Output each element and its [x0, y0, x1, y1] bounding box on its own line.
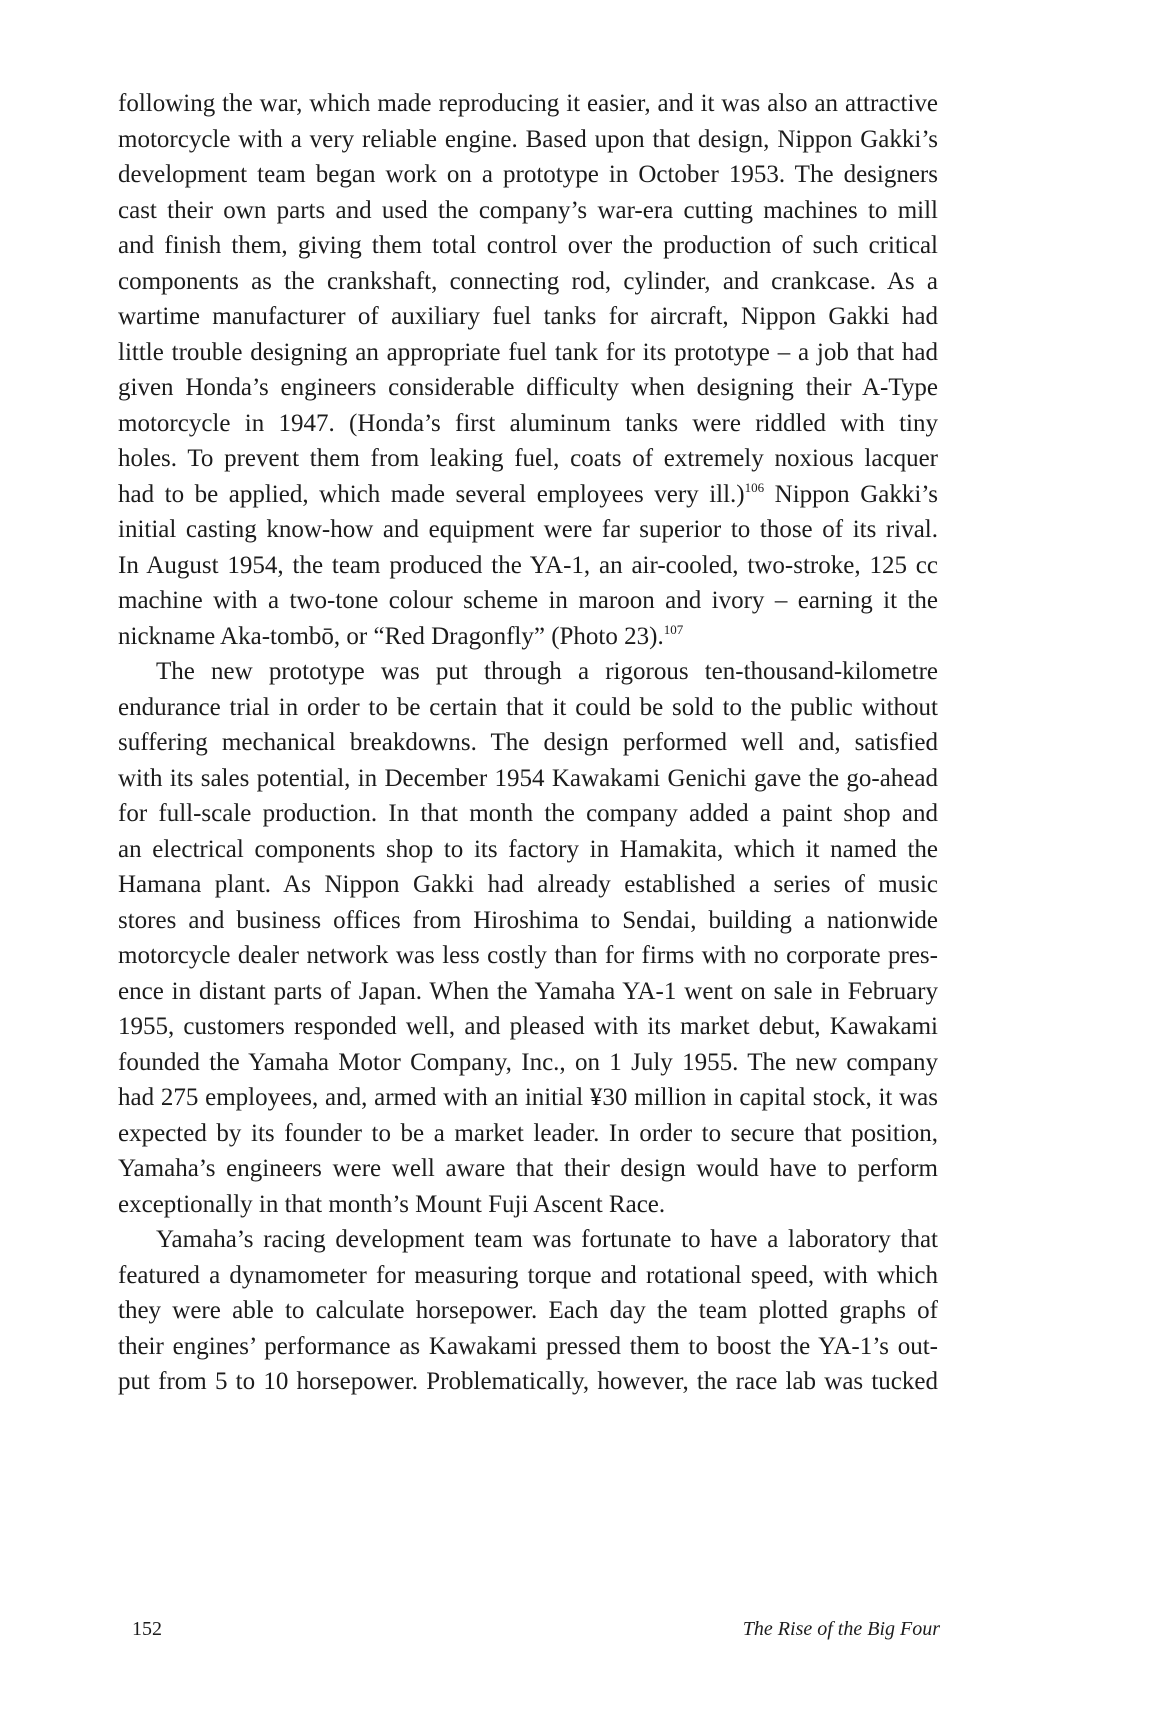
paragraph-start-line: Yamaha’s racing development team was fortunate to have a laboratory that: [156, 1226, 938, 1253]
line-text: had to be applied, which made several employees very ill.): [118, 480, 745, 508]
text-line: initial casting know-how and equipment were far superior to those of its rival.: [118, 516, 938, 543]
text-line: 1955, customers responded well, and pleased with its market debut, Kawakami: [118, 1013, 938, 1040]
text-line: motorcycle with a very reliable engine. Based upon that design, Nippon Gakki’s: [118, 125, 938, 153]
text-line: expected by its founder to be a market leader. In order to secure that position,: [118, 1119, 938, 1147]
text-line: their engines’ performance as Kawakami pressed them to boost the YA-1’s out-: [118, 1332, 938, 1360]
text-line: Yamaha’s engineers were well aware that their design would have to perform: [118, 1155, 938, 1182]
text-line: put from 5 to 10 horsepower. Problematically, however, the race lab was tucked: [118, 1368, 938, 1395]
text-line: an electrical components shop to its factory in Hamakita, which it named the: [118, 835, 938, 863]
text-line: In August 1954, the team produced the YA-1, an air-cooled, two-stroke, 125 cc: [118, 551, 938, 579]
text-line: endurance trial in order to be certain that it could be sold to the public without: [118, 693, 938, 721]
running-title: The Rise of the Big Four: [742, 1618, 940, 1640]
text-line: little trouble designing an appropriate fuel tank for its prototype – a job that had: [118, 338, 938, 366]
text-line: they were able to calculate horsepower. Each day the team plotted graphs of: [118, 1297, 938, 1324]
text-line: motorcycle dealer network was less costly than for firms with no corporate pres-: [118, 942, 938, 969]
text-line: suffering mechanical breakdowns. The design performed well and, satisfied: [118, 729, 938, 756]
text-line: exceptionally in that month’s Mount Fuji Ascent Race.: [118, 1190, 666, 1218]
text-line-with-footnote: [118, 619, 938, 655]
line-text-after: Nippon Gakki’s: [764, 480, 938, 508]
text-line-with-footnote: [118, 477, 938, 513]
text-line: following the war, which made reproducing it easier, and it was also an attractive: [118, 90, 938, 117]
text-line: with its sales potential, in December 1954 Kawakami Genichi gave the go-ahead: [118, 764, 938, 792]
paragraph-start-line: The new prototype was put through a rigorous ten-thousand-kilometre: [156, 658, 938, 685]
text-line: wartime manufacturer of auxiliary fuel tanks for aircraft, Nippon Gakki had: [118, 303, 938, 330]
text-line: given Honda’s engineers considerable difficulty when designing their A-Type: [118, 374, 938, 401]
text-line: founded the Yamaha Motor Company, Inc., on 1 July 1955. The new company: [118, 1048, 938, 1076]
body-text: [118, 86, 938, 1400]
text-line: stores and business offices from Hiroshima to Sendai, building a nationwide: [118, 906, 938, 934]
text-line: had 275 employees, and, armed with an initial ¥30 million in capital stock, it was: [118, 1084, 938, 1111]
text-line: components as the crankshaft, connecting rod, cylinder, and crankcase. As a: [118, 267, 938, 295]
text-line: and finish them, giving them total control over the production of such critical: [118, 232, 938, 259]
text-line: featured a dynamometer for measuring torque and rotational speed, with which: [118, 1261, 938, 1289]
page-footer: [118, 1618, 938, 1648]
text-line: machine with a two-tone colour scheme in maroon and ivory – earning it the: [118, 587, 938, 614]
footnote-ref-106[interactable]: 106: [744, 479, 765, 495]
text-line: for full-scale production. In that month the company added a paint shop and: [118, 800, 938, 827]
text-line: ence in distant parts of Japan. When the Yamaha YA-1 went on sale in February: [118, 977, 938, 1005]
page-number: 152: [132, 1618, 162, 1640]
text-line: Hamana plant. As Nippon Gakki had already established a series of music: [118, 871, 938, 898]
footnote-ref-107[interactable]: 107: [663, 621, 684, 637]
text-line: motorcycle in 1947. (Honda’s first aluminum tanks were riddled with tiny: [118, 409, 938, 437]
text-line: development team began work on a prototype in October 1953. The designers: [118, 161, 938, 188]
text-line: cast their own parts and used the company’s war-era cutting machines to mill: [118, 196, 938, 224]
line-text: nickname Aka-tombō, or “Red Dragonfly” (Photo 23).: [118, 622, 664, 650]
text-line: holes. To prevent them from leaking fuel, coats of extremely noxious lacquer: [118, 445, 938, 472]
